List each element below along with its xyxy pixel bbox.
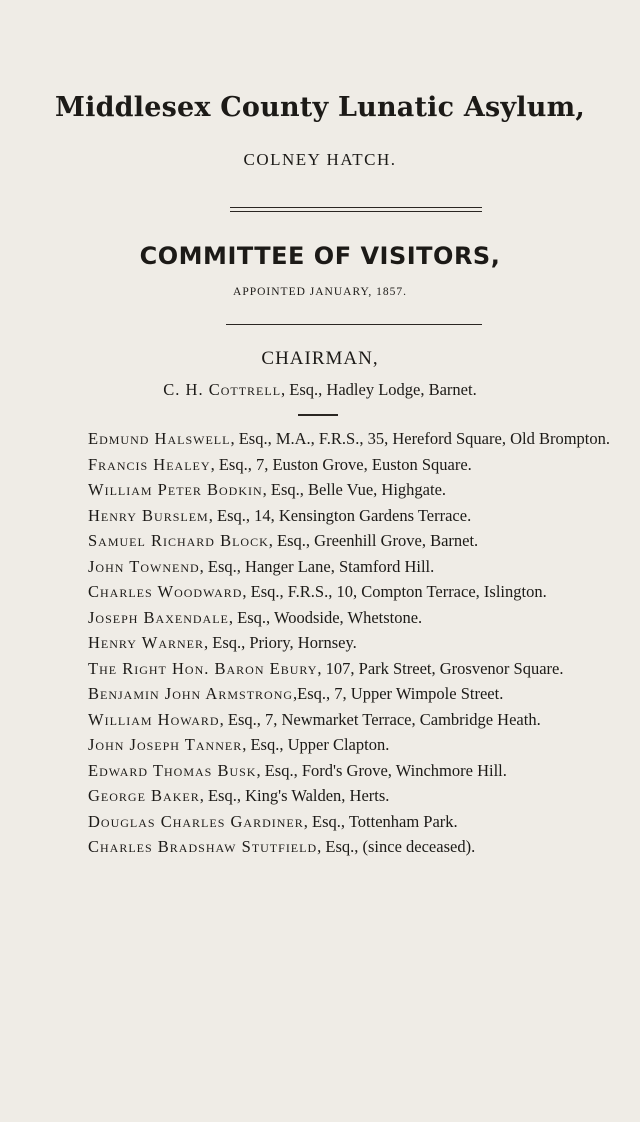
member-details: ,Esq., 7, Upper Wimpole Street.	[293, 684, 504, 703]
chairman-entry	[0, 380, 640, 400]
member-entry	[88, 452, 620, 478]
member-name: Samuel Richard Block	[88, 531, 269, 550]
member-details: , Esq., Tottenham Park.	[303, 811, 458, 831]
member-details: , Esq., Upper Clapton.	[242, 735, 390, 754]
member-entry	[88, 809, 620, 835]
member-details: , Esq., Woodside, Whetstone.	[228, 607, 423, 627]
member-details: , Esq., Greenhill Grove, Barnet.	[268, 531, 479, 550]
chairman-heading: CHAIRMAN,	[261, 348, 379, 369]
member-name: Joseph Baxendale	[88, 607, 229, 627]
member-entry	[88, 732, 620, 758]
member-entry	[88, 426, 620, 452]
member-details: , Esq., M.A., F.R.S., 35, Hereford Square, Old Brompton.	[230, 429, 610, 448]
member-details: , Esq., Belle Vue, Highgate.	[262, 480, 447, 499]
member-entry	[88, 656, 620, 682]
member-name: Edward Thomas Busk	[88, 760, 257, 780]
member-details: , Esq., Ford's Grove, Winchmore Hill.	[256, 760, 507, 780]
member-name: Edmund Halswell	[88, 429, 231, 448]
member-name: Charles Woodward	[88, 582, 243, 601]
member-details: , 107, Park Street, Grosvenor Square.	[317, 658, 564, 678]
member-details: , Esq., F.R.S., 10, Compton Terrace, Islington.	[242, 582, 547, 601]
member-details: , Esq., King's Walden, Herts.	[199, 786, 390, 805]
member-entry	[88, 528, 620, 554]
location-subtitle: COLNEY HATCH.	[243, 150, 397, 169]
short-rule	[298, 414, 338, 416]
chairman-name: C. H. Cottrell	[163, 380, 282, 399]
double-rule	[230, 207, 482, 212]
member-name: Charles Bradshaw Stutfield	[88, 837, 318, 856]
member-entry	[88, 579, 620, 605]
member-details: , Esq., 14, Kensington Gardens Terrace.	[208, 505, 472, 525]
member-entry	[88, 554, 620, 580]
member-name: John Townend	[88, 556, 200, 576]
member-list	[88, 426, 620, 860]
member-name: William Howard	[88, 709, 220, 729]
member-entry	[88, 834, 620, 860]
member-entry	[88, 707, 620, 733]
member-name: Douglas Charles Gardiner	[88, 811, 304, 831]
member-details: , Esq., 7, Newmarket Terrace, Cambridge Heath.	[219, 709, 541, 729]
member-entry	[88, 630, 620, 656]
member-entry	[88, 477, 620, 503]
member-name: George Baker	[88, 786, 200, 805]
member-name: Henry Burslem	[88, 505, 209, 525]
member-name: Benjamin John Armstrong	[88, 684, 294, 703]
appointed-date: APPOINTED JANUARY, 1857.	[233, 286, 407, 298]
committee-title: COMMITTEE OF VISITORS,	[139, 242, 501, 270]
member-name: John Joseph Tanner	[88, 735, 243, 754]
member-entry	[88, 503, 620, 529]
institution-title: Middlesex County Lunatic Asylum,	[55, 92, 585, 123]
member-details: , Esq., (since deceased).	[317, 837, 476, 856]
member-name: William Peter Bodkin	[88, 480, 263, 499]
member-entry	[88, 605, 620, 631]
member-entry	[88, 681, 620, 707]
member-name: Henry Warner	[88, 633, 204, 652]
member-details: , Esq., Hanger Lane, Stamford Hill.	[199, 556, 435, 576]
member-entry	[88, 783, 620, 809]
section-rule	[226, 324, 482, 325]
member-details: , Esq., 7, Euston Grove, Euston Square.	[210, 454, 472, 474]
member-details: , Esq., Priory, Hornsey.	[204, 633, 357, 652]
member-name: Francis Healey	[88, 454, 211, 474]
chairman-details: , Esq., Hadley Lodge, Barnet.	[281, 380, 477, 399]
member-name: The Right Hon. Baron Ebury	[88, 658, 318, 678]
member-entry	[88, 758, 620, 784]
